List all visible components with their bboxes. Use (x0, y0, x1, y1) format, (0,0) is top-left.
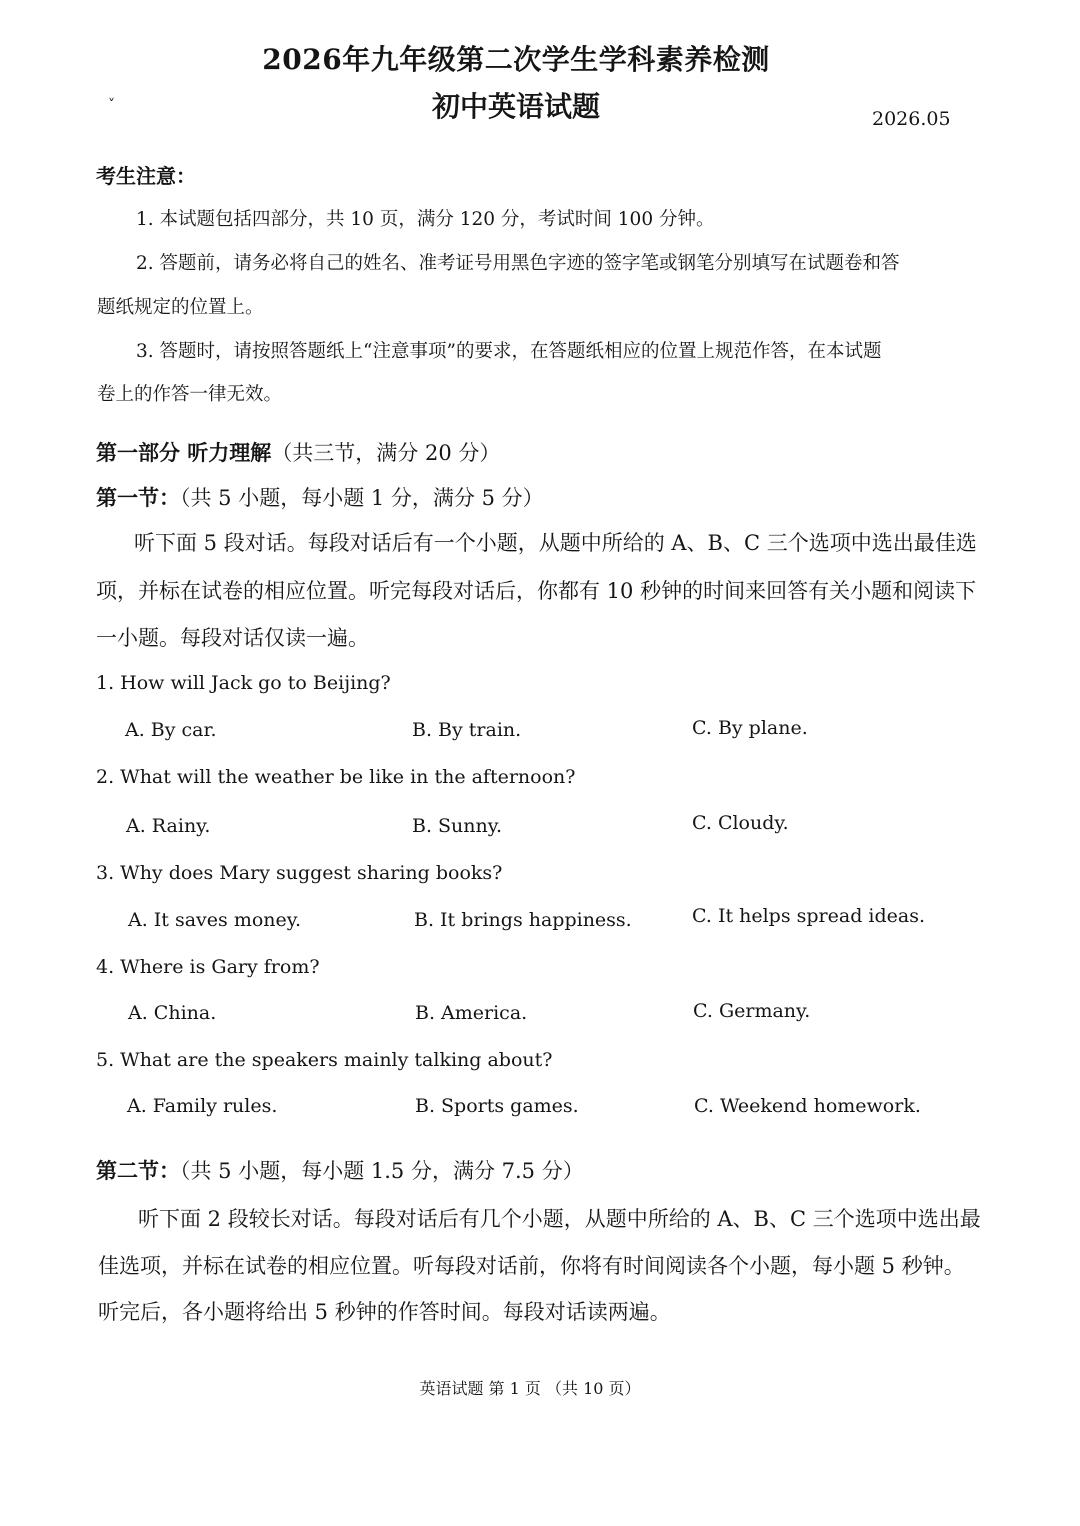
section2-instruction-3: 听完后，各小题将给出 5 秒钟的作答时间。每段对话读两遍。 (98, 1300, 671, 1324)
question-2-option-b: B. Sunny. (412, 815, 503, 837)
notice-line-4: 3. 答题时，请按照答题纸上“注意事项”的要求，在答题纸相应的位置上规范作答，在本试题 (136, 341, 882, 362)
question-1: 1. How will Jack go to Beijing? (96, 672, 391, 694)
section2-instruction-1: 听下面 2 段较长对话。每段对话后有几个小题，从题中所给的 A、B、C 三个选项中选出最 (138, 1207, 981, 1231)
exam-title: 2026年九年级第二次学生学科素养检测 (262, 43, 770, 76)
section2-instruction-2: 佳选项，并标在试卷的相应位置。听每段对话前，你将有时间阅读各个小题，每小题 5 秒钟。 (98, 1254, 965, 1278)
question-5-option-a: A. Family rules. (127, 1095, 278, 1117)
part1-title (96, 437, 500, 467)
section1-title-extra: （共 5 小题，每小题 1 分，满分 5 分） (180, 486, 544, 510)
question-2-option-a: A. Rainy. (126, 815, 211, 837)
exam-date: 2026.05 (872, 108, 951, 130)
part1-title-main: 第一部分 听力理解 (96, 440, 272, 465)
question-5: 5. What are the speakers mainly talking about? (96, 1049, 553, 1071)
question-1-option-c: C. By plane. (692, 717, 808, 739)
question-1-option-a: A. By car. (125, 719, 217, 741)
question-3: 3. Why does Mary suggest sharing books? (96, 862, 503, 884)
question-4: 4. Where is Gary from? (96, 956, 320, 978)
question-3-option-a: A. It saves money. (128, 909, 302, 931)
section2-title-main: 第二节： (96, 1158, 180, 1183)
question-1-option-b: B. By train. (412, 719, 522, 741)
question-2: 2. What will the weather be like in the afternoon? (96, 766, 576, 788)
question-4-option-b: B. America. (415, 1002, 528, 1024)
notice-line-5: 卷上的作答一律无效。 (97, 384, 283, 405)
section2-title (96, 1155, 584, 1185)
notice-line-2: 2. 答题前，请务必将自己的姓名、准考证号用黑色字迹的签字笔或钢笔分别填写在试题卷和答 (136, 253, 900, 274)
question-5-option-c: C. Weekend homework. (694, 1095, 921, 1117)
section1-title-main: 第一节： (96, 485, 180, 510)
exam-subtitle: 初中英语试题 (431, 90, 600, 123)
section2-title-extra: （共 5 小题，每小题 1.5 分，满分 7.5 分） (180, 1159, 584, 1183)
page-footer: 英语试题 第 1 页 （共 10 页） (419, 1379, 641, 1398)
question-2-option-c: C. Cloudy. (692, 812, 789, 834)
scan-mark: ˅ (108, 97, 115, 113)
section1-instruction-1: 听下面 5 段对话。每段对话后有一个小题，从题中所给的 A、B、C 三个选项中选出最佳选 (134, 531, 977, 555)
section1-title (96, 482, 544, 512)
notice-line-1: 1. 本试题包括四部分，共 10 页，满分 120 分，考试时间 100 分钟。 (136, 209, 715, 230)
question-5-option-b: B. Sports games. (415, 1095, 579, 1117)
section1-instruction-2: 项，并标在试卷的相应位置。听完每段对话后，你都有 10 秒钟的时间来回答有关小题和阅读下 (96, 579, 977, 603)
question-3-option-c: C. It helps spread ideas. (692, 905, 926, 927)
part1-title-extra: （共三节，满分 20 分） (271, 441, 501, 465)
notice-heading: 考生注意： (96, 164, 196, 188)
question-4-option-a: A. China. (128, 1002, 217, 1024)
question-3-option-b: B. It brings happiness. (414, 909, 632, 931)
notice-line-3: 题纸规定的位置上。 (97, 297, 264, 318)
question-4-option-c: C. Germany. (693, 1000, 811, 1022)
section1-instruction-3: 一小题。每段对话仅读一遍。 (96, 626, 369, 650)
